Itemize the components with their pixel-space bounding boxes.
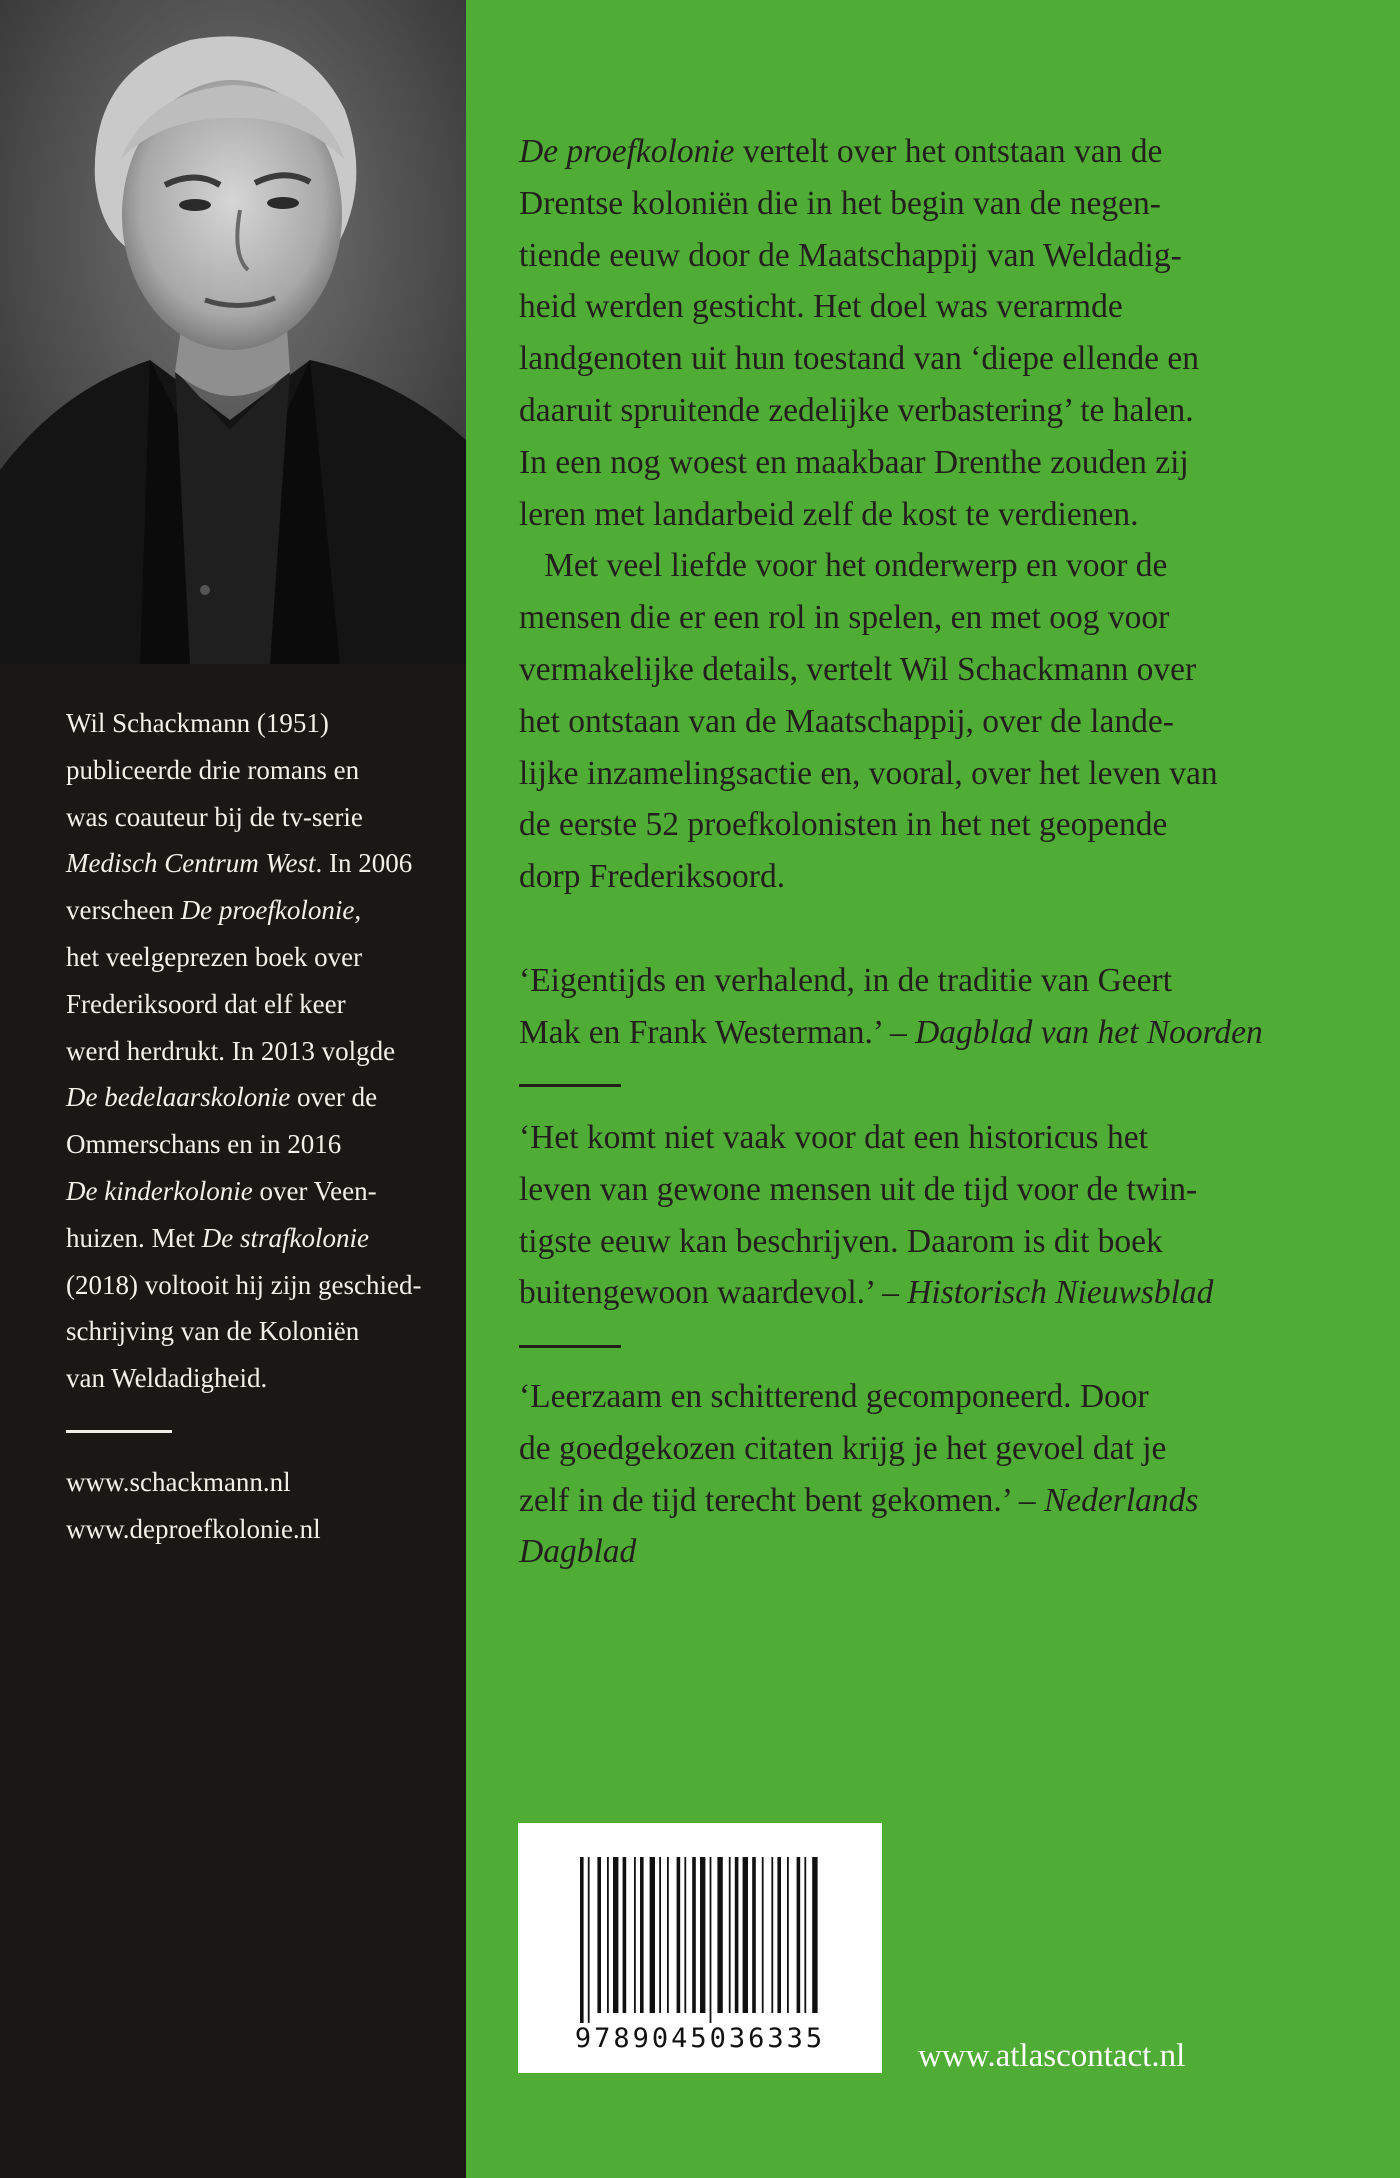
bio-line: (2018) voltooit hij zijn geschied-	[66, 1269, 422, 1300]
barcode-bar	[787, 1857, 789, 2013]
quote-line	[519, 1526, 1369, 1578]
barcode-bar	[762, 1857, 764, 2013]
barcode-bar	[634, 1857, 636, 2013]
quote-line: ‘Eigentijds en verhalend, in de traditie van Geert	[519, 962, 1173, 999]
bio-line: De kinderkolonie over Veen-	[66, 1175, 377, 1206]
italic-title: Nederlands	[1043, 1481, 1199, 1519]
bio-line: van Weldadigheid.	[66, 1363, 268, 1394]
bio-divider	[66, 1430, 172, 1433]
blurb-line: het ontstaan van de Maatschappij, over de lande-	[519, 702, 1174, 740]
review-quote-1	[519, 955, 1369, 1059]
blurb-text	[519, 126, 1369, 903]
quote-line: Mak en Frank Westerman.’ – Dagblad van het Noorden	[519, 1013, 1263, 1051]
barcode-bar	[743, 1857, 748, 2013]
blurb-line: Met veel liefde voor het onderwerp en voor de	[519, 547, 1168, 585]
bio-line: De bedelaarskolonie over de	[66, 1082, 378, 1113]
blurb-line: De proefkolonie vertelt over het ontstaan van de	[519, 133, 1163, 170]
barcode-bar	[797, 1857, 801, 2013]
isbn-barcode	[518, 1823, 882, 2073]
barcode-bar	[700, 1857, 705, 2013]
bio-line: Wil Schackmann (1951)	[66, 708, 329, 738]
blurb-line: mensen die er een rol in spelen, en met oog voor	[519, 599, 1170, 637]
bio-line: verscheen De proefkolonie,	[66, 895, 362, 926]
blurb-line: In een nog woest en maakbaar Drenthe zouden zij	[519, 443, 1189, 481]
quote-line: zelf in de tijd terecht bent gekomen.’ – Nederlands	[519, 1481, 1199, 1519]
author-bio-text	[66, 700, 466, 1402]
quote-line: de goedgekozen citaten krijg je het gevoel dat je	[519, 1429, 1167, 1467]
bio-line: Frederiksoord dat elf keer	[66, 988, 346, 1019]
publisher-website-link[interactable]: www.atlascontact.nl	[918, 2038, 1186, 2074]
barcode-bar	[735, 1857, 739, 2013]
italic-title: De kinderkolonie	[66, 1175, 253, 1206]
barcode-bars	[518, 1823, 882, 2023]
bio-line: het veelgeprezen boek over	[66, 941, 363, 972]
barcode-bar	[771, 1857, 773, 2013]
blurb-line: de eerste 52 proefkolonisten in het net geopende	[519, 806, 1168, 844]
barcode-bar	[812, 1857, 817, 2013]
barcode-bar	[710, 1857, 712, 2023]
quote-line: leven van gewone mensen uit de tijd voor de twin-	[519, 1170, 1198, 1208]
barcode-bar	[613, 1857, 618, 2013]
italic-title: De bedelaarskolonie	[66, 1082, 291, 1113]
blurb-line: dorp Frederiksoord.	[519, 858, 786, 896]
italic-title: De proefkolonie	[180, 895, 355, 926]
barcode-bar	[752, 1857, 756, 2013]
barcode-bar	[684, 1857, 686, 2013]
bio-line: huizen. Met De strafkolonie	[66, 1222, 369, 1253]
barcode-bar	[607, 1857, 609, 2013]
barcode-bar	[659, 1857, 661, 2013]
author-photo	[0, 0, 466, 664]
quote-line: tigste eeuw kan beschrijven. Daarom is dit boek	[519, 1222, 1163, 1260]
bio-line: Ommerschans en in 2016	[66, 1129, 342, 1160]
italic-title: De strafkolonie	[201, 1222, 369, 1253]
quote-line: ‘Het komt niet vaak voor dat een historicus het	[519, 1119, 1148, 1156]
author-bio	[66, 700, 466, 1553]
review-quote-2	[519, 1112, 1369, 1319]
blurb-line: heid werden gesticht. Het doel was verarmde	[519, 288, 1123, 326]
blurb-line: Drentse koloniën die in het begin van de negen-	[519, 184, 1161, 222]
author-panel	[0, 0, 466, 2178]
barcode-bar	[588, 1857, 590, 2023]
bio-line: was coauteur bij de tv-serie	[66, 801, 363, 832]
quote-line: buitengewoon waardevol.’ – Historisch Nieuwsblad	[519, 1274, 1214, 1312]
blurb-line: landgenoten uit hun toestand van ‘diepe ellende en	[519, 340, 1200, 378]
quote-line: ‘Leerzaam en schitterend gecomponeerd. Door	[519, 1378, 1149, 1415]
barcode-bar	[640, 1857, 644, 2013]
italic-title: Medisch Centrum West	[66, 848, 316, 879]
website-link-deproefkolonie[interactable]: www.deproefkolonie.nl	[66, 1513, 321, 1544]
barcode-bar	[677, 1857, 681, 2013]
bio-line: werd herdrukt. In 2013 volgde	[66, 1035, 396, 1066]
bio-line: Medisch Centrum West. In 2006	[66, 848, 413, 879]
blurb-line: daaruit spruitende zedelijke verbastering’ te halen.	[519, 391, 1194, 429]
isbn-number: 9789045036335	[574, 2023, 826, 2054]
blurb-line: lijke inzamelingsactie en, vooral, over het leven van	[519, 754, 1218, 792]
italic-title: Historisch Nieuwsblad	[907, 1274, 1214, 1312]
barcode-bar	[623, 1857, 627, 2013]
blurb-line: vermakelijke details, vertelt Wil Schackmann over	[519, 650, 1197, 688]
bio-line: schrijving van de Koloniën	[66, 1316, 360, 1347]
author-portrait-image	[0, 0, 466, 664]
blurb-line: tiende eeuw door de Maatschappij van Weldadig-	[519, 236, 1182, 274]
quote-divider	[519, 1084, 621, 1087]
barcode-bar	[580, 1857, 584, 2023]
review-quote-3	[519, 1371, 1369, 1578]
barcode-bar	[692, 1857, 696, 2013]
quote-divider	[519, 1345, 621, 1348]
barcode-bar	[777, 1857, 781, 2013]
italic-title: Dagblad van het Noorden	[915, 1013, 1263, 1051]
barcode-bar	[597, 1857, 601, 2013]
barcode-bar	[717, 1857, 722, 2013]
italic-title: De proefkolonie	[519, 133, 735, 170]
blurb-line: leren met landarbeid zelf de kost te verdienen.	[519, 495, 1139, 533]
website-link-schackmann[interactable]: www.schackmann.nl	[66, 1466, 291, 1497]
italic-title: Dagblad	[519, 1533, 637, 1571]
bio-line: publiceerde drie romans en	[66, 754, 360, 785]
barcode-bar	[650, 1857, 655, 2013]
barcode-bar	[667, 1857, 669, 2013]
barcode-bar	[729, 1857, 731, 2013]
barcode-bar	[804, 1857, 806, 2013]
